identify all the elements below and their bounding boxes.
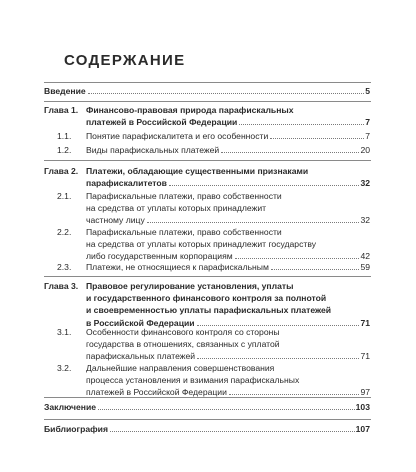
page-number: 103	[355, 402, 370, 412]
section-title-line: платежей в Российской Федерации	[86, 387, 227, 398]
toc-entry-title: Введение	[44, 86, 86, 96]
section-number: 2.2.	[57, 227, 72, 237]
page-number: 7	[365, 131, 370, 141]
section-title-line: государства в отношениях, связанных с уплатой	[86, 339, 280, 350]
chapter-title-line: Финансово-правовая природа парафискальных	[86, 105, 294, 115]
dot-leader	[197, 315, 360, 326]
section-title-line: на средства от уплаты которых принадлежит	[86, 203, 267, 214]
dot-leader	[197, 348, 359, 359]
page-number: 5	[365, 86, 370, 96]
dot-leader	[110, 421, 355, 432]
section-title-line: либо государственным корпорациям	[86, 251, 233, 262]
page-number: 20	[360, 145, 370, 155]
section-title-line: процесса установления и взимания парафискальных	[86, 375, 300, 386]
page-number: 32	[360, 215, 370, 226]
section-number: 1.2.	[57, 145, 72, 155]
section-number: 2.3.	[57, 262, 72, 272]
chapter-title-line: в Российской Федерации	[86, 317, 195, 328]
section-number: 1.1.	[57, 131, 72, 141]
dot-leader	[270, 128, 364, 139]
divider	[44, 160, 371, 161]
title-divider	[44, 82, 371, 83]
chapter-title-line: платежей в Российской Федерации	[86, 117, 238, 128]
section-number: 3.1.	[57, 327, 72, 337]
section-title-line: Платежи, не относящиеся к парафискальным	[86, 262, 269, 272]
toc-entry-title: Библиография	[44, 424, 108, 434]
page-number: 59	[360, 262, 370, 272]
page-number: 71	[360, 351, 370, 362]
section-title-line: Понятие парафискалитета и его особенности	[86, 131, 269, 141]
section-title-line: на средства от уплаты которых принадлежит государству	[86, 239, 316, 250]
chapter-title-line: и государственного финансового контроля за полнотой	[86, 293, 327, 304]
page-number: 42	[360, 251, 370, 262]
page-number: 71	[360, 317, 370, 328]
dot-leader	[239, 114, 364, 125]
section-title-line: парафискальных платежей	[86, 351, 196, 362]
section-title-line: Особенности финансового контроля со стороны	[86, 327, 280, 337]
chapter-number: Глава 3.	[44, 281, 79, 291]
dot-leader	[271, 259, 360, 270]
toc-entry-title: Заключение	[44, 402, 97, 412]
chapter-number: Глава 1.	[44, 105, 79, 115]
section-title-line: Виды парафискальных платежей	[86, 145, 220, 155]
dot-leader	[88, 83, 365, 94]
divider	[44, 276, 371, 277]
dot-leader	[147, 212, 360, 223]
divider	[44, 101, 371, 102]
section-number: 3.2.	[57, 363, 72, 373]
section-title-line: Дальнейшие направления совершенствования	[86, 363, 275, 373]
chapter-number: Глава 2.	[44, 166, 79, 176]
section-title-line: Парафискальные платежи, право собственности	[86, 191, 282, 201]
dot-leader	[221, 142, 359, 153]
divider	[44, 397, 371, 398]
page-number: 97	[360, 387, 370, 398]
chapter-title-line: Платежи, обладающие существенными признаками	[86, 166, 309, 176]
dot-leader	[235, 248, 360, 259]
page-number: 7	[365, 117, 370, 128]
page-number: 107	[355, 424, 370, 434]
section-number: 2.1.	[57, 191, 72, 201]
section-title-line: Парафискальные платежи, право собственности	[86, 227, 282, 237]
chapter-title-line: Правовое регулирование установления, уплаты	[86, 281, 294, 291]
dot-leader	[98, 399, 355, 410]
divider	[44, 419, 371, 420]
toc-title: СОДЕРЖАНИЕ	[64, 52, 186, 69]
chapter-title-line: и своевременностью уплаты парафискальных платежей	[86, 305, 332, 316]
page-number: 32	[360, 178, 370, 189]
dot-leader	[229, 384, 360, 395]
chapter-title-line: парафискалитетов	[86, 178, 167, 189]
dot-leader	[169, 175, 360, 186]
section-title-line: частному лицу	[86, 215, 145, 226]
